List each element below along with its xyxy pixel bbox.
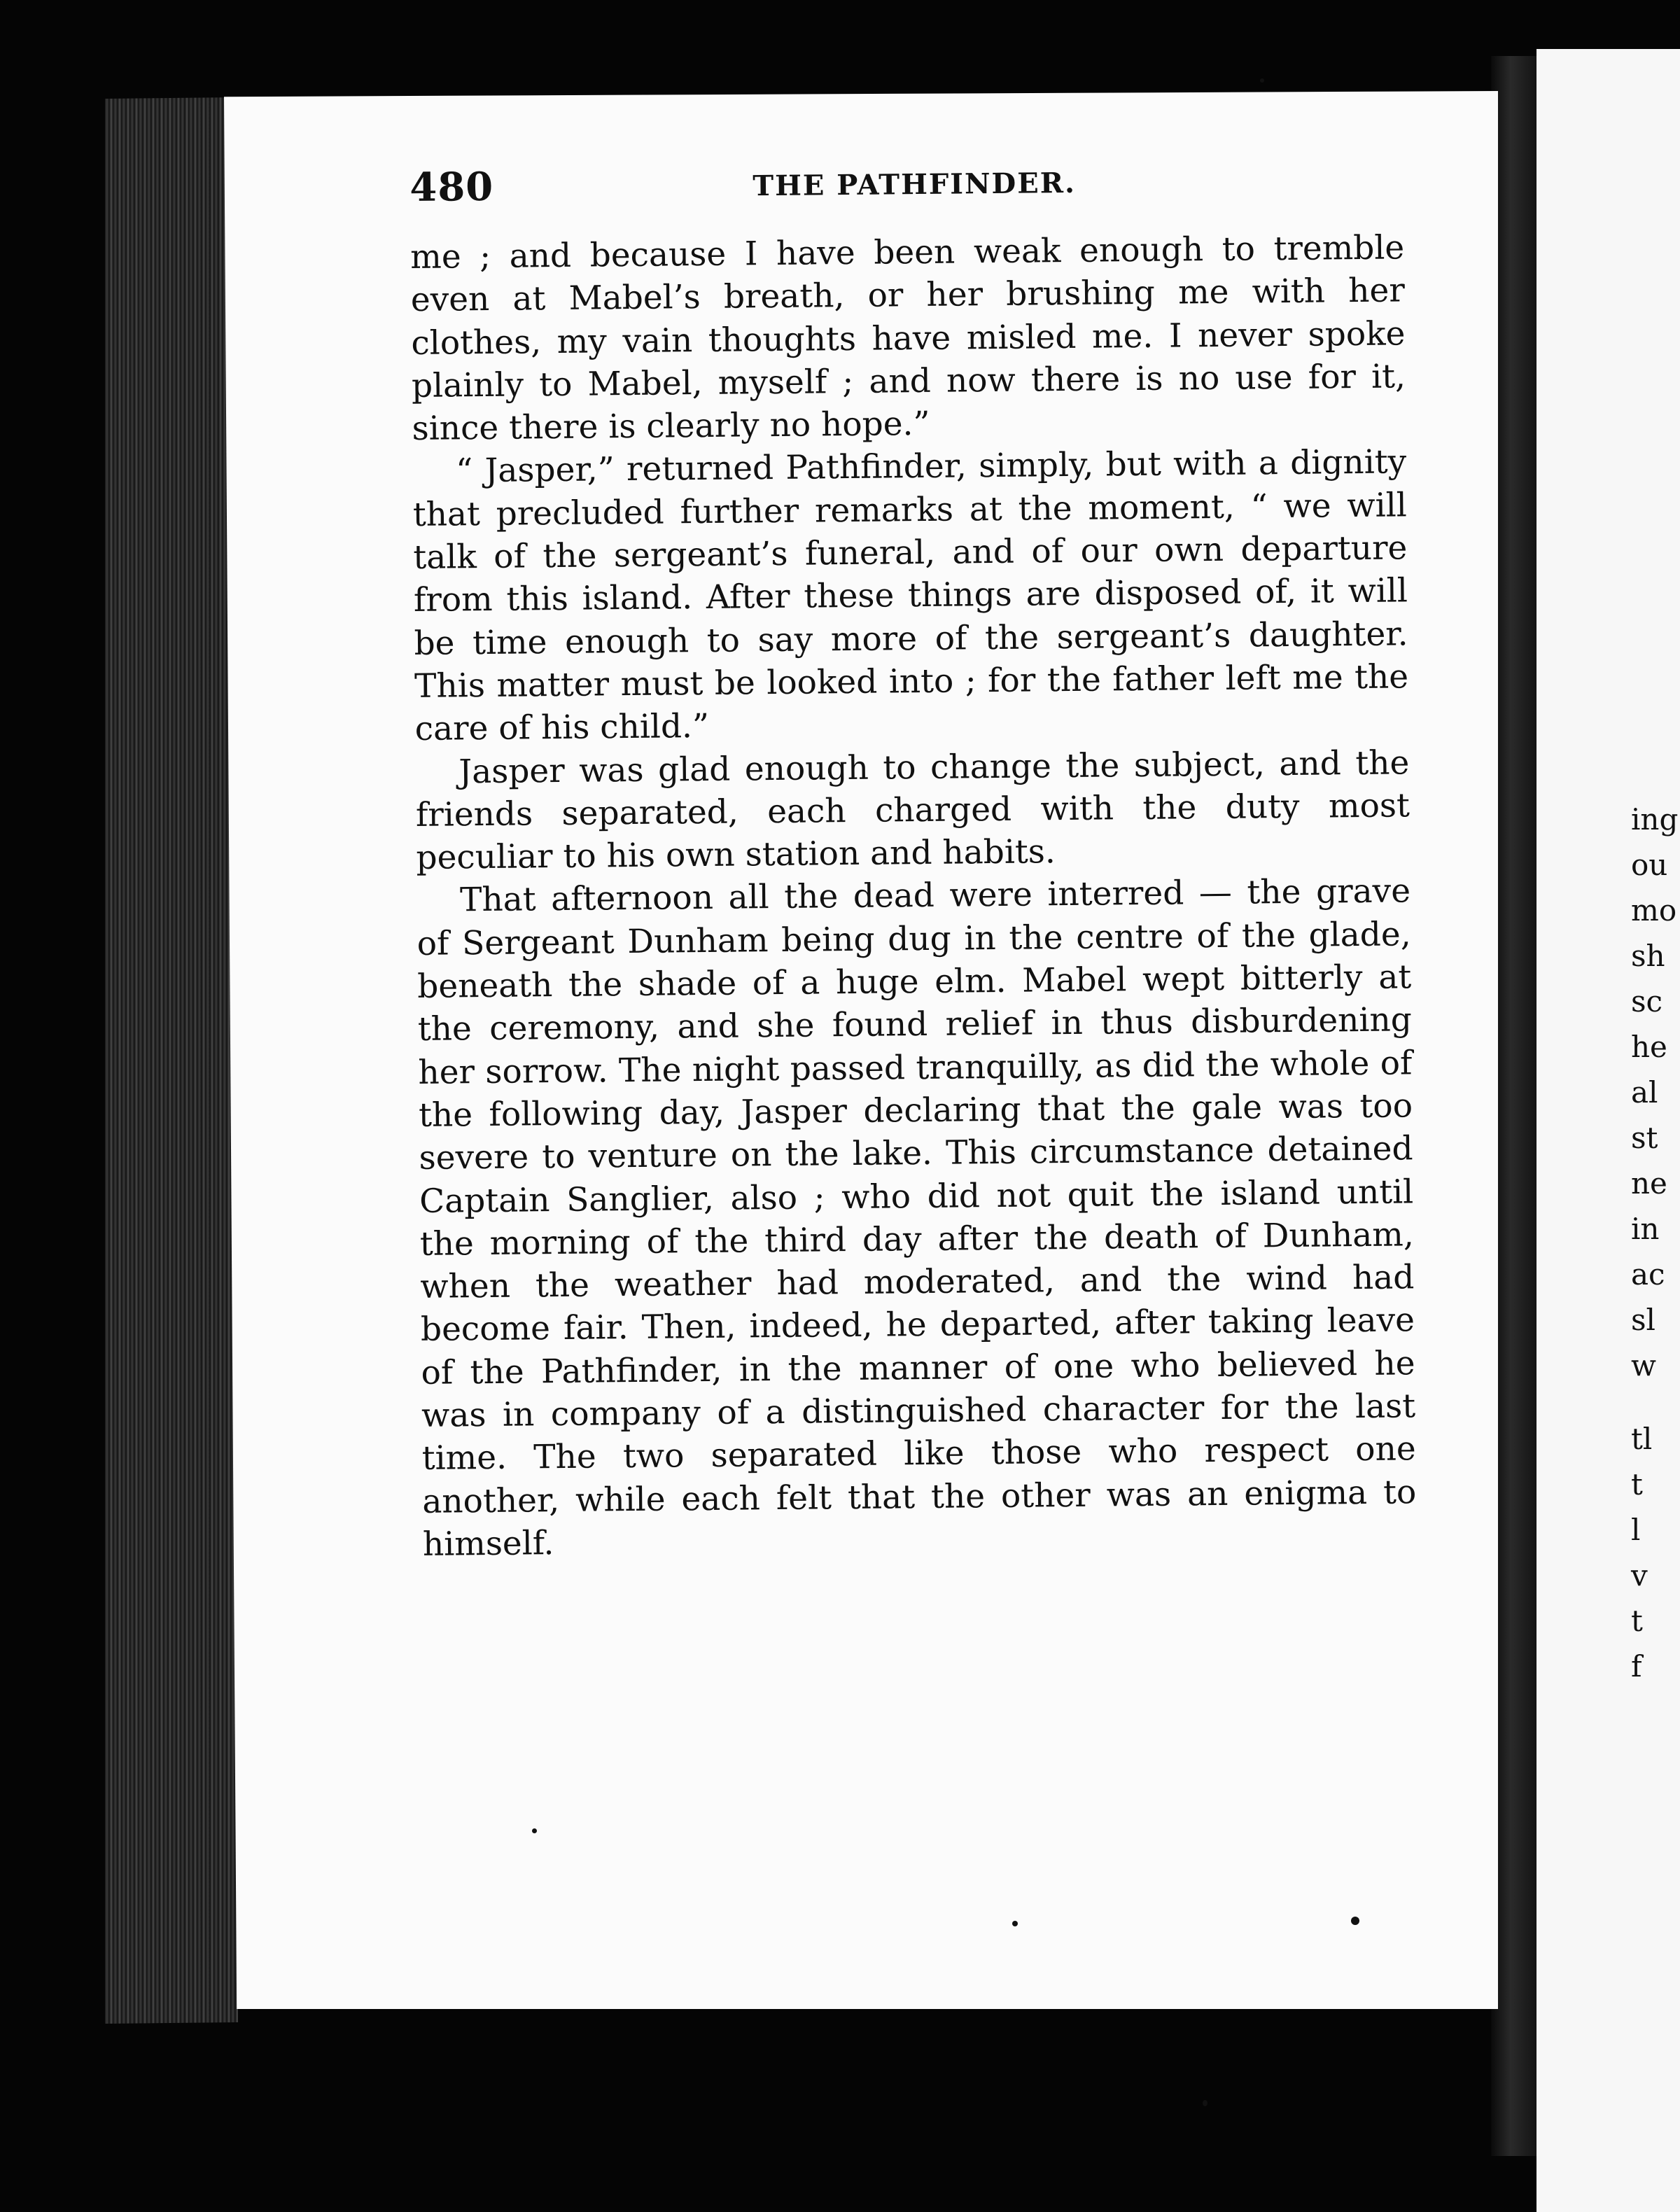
facing-page-fragment: ac bbox=[1631, 1257, 1665, 1292]
scan-speck bbox=[1012, 1921, 1018, 1926]
facing-page bbox=[1536, 49, 1680, 2212]
facing-page-fragment: t bbox=[1631, 1467, 1643, 1502]
paragraph-4: That afternoon all the dead were interred — the grave of Sergeant Dunham being dug in the centre of the glade, beneath the shade of a huge elm. Mabel wept bitterly at the ceremony, and she found relief in thus disburdening her sorrow. The night passed tranquilly, as did the whole of the following day, Jasper declaring that the gale was too severe to venture on the lake. This circumstance detained Captain Sanglier, also ; who did not quit the island until the morning of the third day after the death of Dunham, when the weather had moderated, and the wind had become fair. Then, indeed, he departed, after taking leave of the Pathfinder, in the manner of one who believed he was in company of a distinguished character for the last time. The two separated like those who respect one another, while each felt that the other was an enigma to himself. bbox=[416, 872, 1417, 1564]
facing-page-fragment: w bbox=[1631, 1348, 1656, 1382]
facing-page-fragment: al bbox=[1631, 1075, 1658, 1110]
facing-page-fragment: sc bbox=[1631, 984, 1663, 1018]
facing-page-fragment: t bbox=[1631, 1604, 1643, 1638]
paragraph-1: me ; and because I have been weak enough to tremble even at Mabel’s breath, or her brushing me with her clothes, my vain thoughts have misled me. I never spoke plainly to Mabel, myself ; and now there is no use for it, since there is clearly no hope.” bbox=[410, 228, 1406, 449]
facing-page-fragment: f bbox=[1631, 1649, 1642, 1684]
facing-page-fragment: mo bbox=[1631, 893, 1677, 927]
running-head: THE PATHFINDER. bbox=[752, 166, 1077, 203]
scan-speck bbox=[532, 1828, 537, 1833]
facing-page-fragment: in bbox=[1631, 1212, 1660, 1246]
paragraph-3: Jasper was glad enough to change the subject, and the friends separated, each charged with the duty most peculiar to his own station and habits. bbox=[415, 743, 1410, 878]
facing-page-fragment: sl bbox=[1631, 1303, 1656, 1337]
scan-speck bbox=[1203, 2100, 1208, 2106]
page-number: 480 bbox=[410, 163, 494, 211]
facing-page-fragment: sh bbox=[1631, 939, 1665, 973]
facing-page-fragment: tl bbox=[1631, 1422, 1653, 1456]
book-page-edges bbox=[105, 97, 238, 2024]
facing-page-fragment: ing bbox=[1631, 802, 1679, 836]
facing-page-fragment: v bbox=[1631, 1558, 1648, 1592]
facing-page-fragment: ou bbox=[1631, 848, 1668, 882]
page-header bbox=[410, 155, 1404, 220]
page-text-block bbox=[410, 155, 1417, 1566]
facing-page-fragment: ne bbox=[1631, 1166, 1667, 1200]
book-gutter bbox=[1491, 56, 1540, 2156]
facing-page-fragment: st bbox=[1631, 1121, 1658, 1155]
scan-speck bbox=[1260, 78, 1264, 83]
facing-page-fragment: l bbox=[1631, 1513, 1641, 1547]
scan-speck bbox=[1351, 1917, 1359, 1925]
paragraph-2: “ Jasper,” returned Pathfinder, simply, but with a dignity that precluded further remarks at the moment, “ we will talk of the sergeant’s funeral, and of our own departure from this island. After these things are disposed of, it will be time enough to say more of the sergeant’s daughter. This matter must be looked into ; for the father left me the care of his child.” bbox=[412, 442, 1409, 749]
facing-page-fragment: he bbox=[1631, 1030, 1667, 1064]
